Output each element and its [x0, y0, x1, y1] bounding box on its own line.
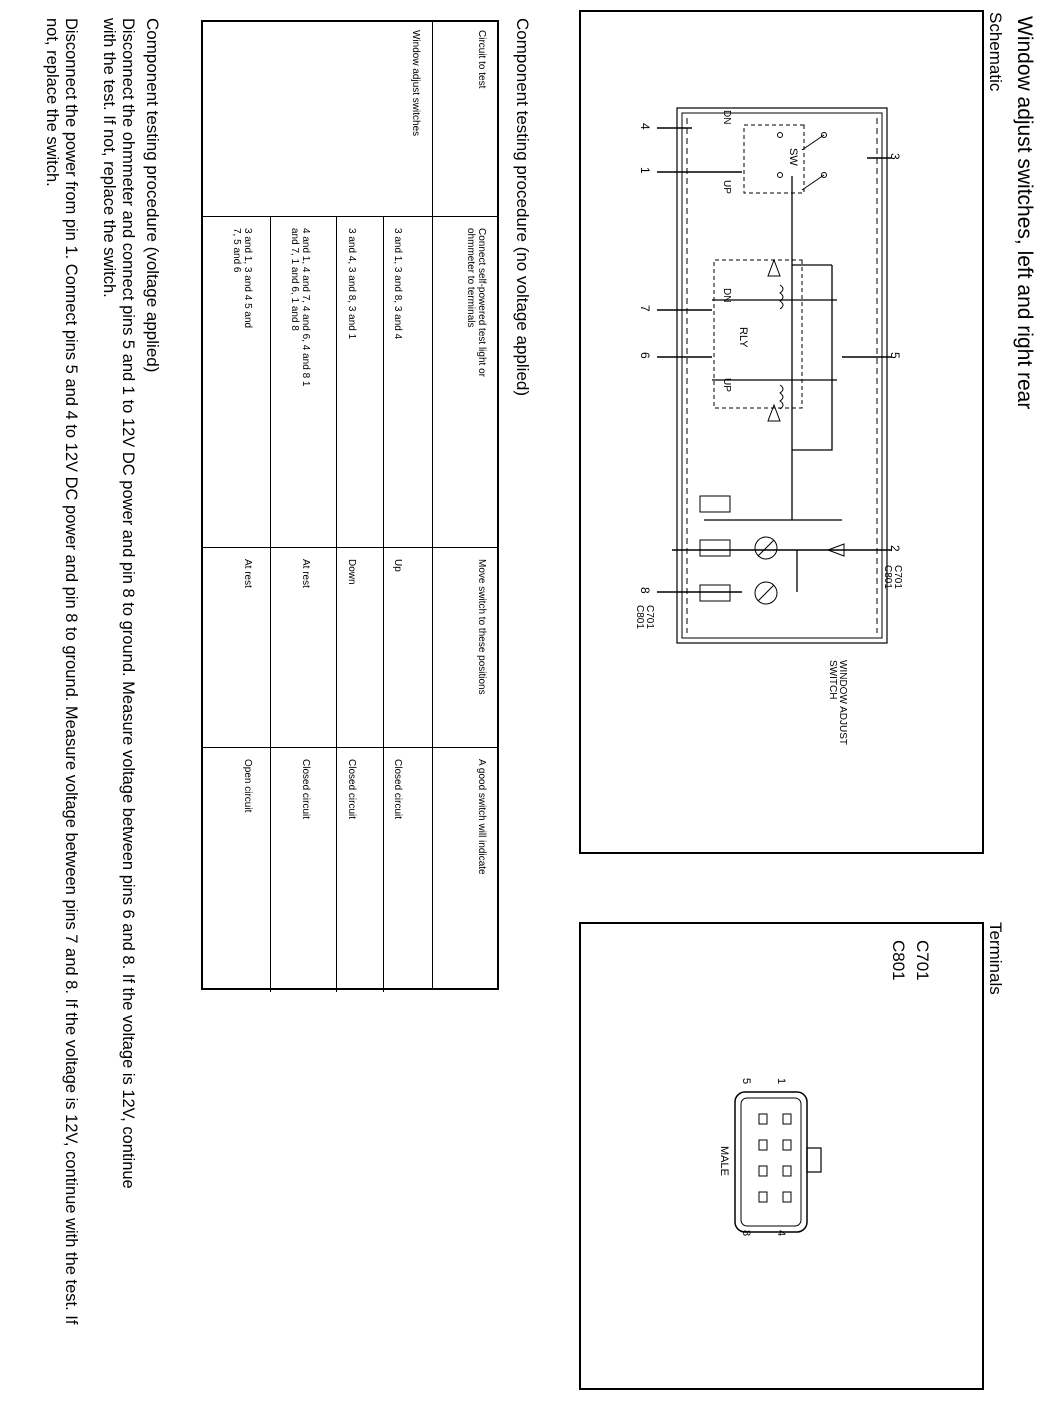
terminal-pin-4-label: 4	[775, 1230, 787, 1237]
row3-terminals: 4 and 1, 4 and 7, 4 and 6, 4 and 8 1 and 7, 1 and 6, 1 and 8	[289, 228, 311, 387]
cavity-4	[783, 1192, 791, 1202]
terminal-pin-1-label: 1	[775, 1078, 787, 1085]
pin-6-label: 6	[638, 352, 652, 359]
male-label: MALE	[718, 1146, 730, 1176]
terminal-pin-8-label: 8	[740, 1230, 752, 1237]
up-label-2: UP	[721, 378, 732, 392]
connector-top-label: C701 C801	[882, 565, 903, 589]
voltage-heading: Component testing procedure (voltage applied)	[143, 18, 162, 373]
dn-label-2: DN	[721, 288, 732, 303]
connector-c801-label: C801	[889, 940, 908, 981]
voltage-paragraph-2: Disconnect the power from pin 1. Connect pins 5 and 4 to 12V DC power and pin 8 to ground. Measure voltage between pins 7 and 8. If the voltage is 12V, continue with the test. If not, replace the switch.	[43, 18, 80, 1325]
row4-terminals: 3 and 1, 3 and 4 5 and 7, 5 and 6	[231, 228, 253, 329]
up-label-1: UP	[721, 180, 732, 194]
relay-coil-right-icon	[780, 385, 783, 409]
sw-blade-2	[802, 175, 824, 190]
diode-left-icon	[768, 260, 780, 276]
sw-label: SW	[787, 148, 799, 166]
header-positions: Move switch to these positions	[476, 559, 487, 695]
row1-terminals: 3 and 1, 3 and 8, 3 and 4	[392, 228, 403, 340]
sw-contact-4	[778, 173, 783, 178]
row-divider-2	[336, 216, 337, 992]
row4-position: At rest	[242, 559, 253, 588]
pin-1-label: 1	[638, 167, 652, 174]
connector-latch	[807, 1148, 821, 1172]
col-divider-2	[203, 547, 497, 548]
cavity-3	[783, 1166, 791, 1176]
switch-housing-outer	[677, 108, 887, 643]
row2-result: Closed circuit	[346, 759, 357, 820]
switch-housing-inner	[682, 113, 882, 638]
sw-contact-2	[778, 133, 783, 138]
terminals-heading: Terminals	[986, 922, 1005, 995]
rly-label: RLY	[737, 327, 749, 348]
voltage-paragraph-1: Disconnect the ohmmeter and connect pins 5 and 1 to 12V DC power and pin 8 to ground. Measure voltage between pins 6 and 8. If the voltage is 12V, continue with the test. If not, replace the switch.	[100, 18, 137, 1189]
connector-shell	[735, 1092, 807, 1232]
schematic-heading: Schematic	[986, 12, 1005, 92]
connector-bottom-label: C701 C801	[634, 605, 655, 629]
relay-coil-left-icon	[780, 285, 783, 309]
lamp-1-cross	[758, 540, 774, 556]
pin-2-label: 2	[888, 545, 902, 552]
cavity-1	[783, 1114, 791, 1124]
diode-right-icon	[768, 405, 780, 421]
table-heading: Component testing procedure (no voltage applied)	[513, 18, 532, 397]
page-title: Window adjust switches, left and right rear	[1013, 16, 1036, 410]
pin-7-label: 7	[638, 305, 652, 312]
lamp-2-cross	[758, 585, 774, 601]
cavity-2	[783, 1140, 791, 1150]
switch-caption: WINDOW ADJUST SWITCH	[827, 660, 848, 745]
row3-position: At rest	[300, 559, 311, 588]
circuit-cell: Window adjust switches	[410, 30, 421, 137]
rly-bus	[792, 265, 832, 450]
pin-3-label: 3	[888, 153, 902, 160]
row3-result: Closed circuit	[300, 759, 311, 820]
connector-c701-label: C701	[913, 940, 932, 981]
header-circuit: Circuit to test	[476, 30, 487, 89]
cavity-5	[759, 1114, 767, 1124]
connector-inner	[741, 1098, 801, 1226]
testing-table	[201, 20, 499, 990]
terminal-pin-5-label: 5	[740, 1078, 752, 1085]
dn-label-1: DN	[721, 110, 732, 125]
pin-5-label: 5	[888, 352, 902, 359]
row4-result: Open circuit	[242, 759, 253, 813]
connector-drawing	[717, 1080, 827, 1250]
cavity-8	[759, 1192, 767, 1202]
row1-result: Closed circuit	[392, 759, 403, 820]
row-divider-1	[383, 216, 384, 992]
sw-blade-1	[802, 135, 824, 150]
row-divider-3	[270, 216, 271, 992]
row2-position: Down	[346, 559, 357, 585]
pin-4-label: 4	[638, 123, 652, 130]
cavity-6	[759, 1140, 767, 1150]
row1-position: Up	[392, 559, 403, 572]
pin-8-label: 8	[638, 587, 652, 594]
header-terminals: Connect self-powered test light or ohmmeter to terminals	[465, 228, 487, 377]
resistor-1-icon	[700, 496, 730, 512]
row-divider-header	[432, 22, 433, 988]
resistor-2-icon	[700, 540, 730, 556]
col-divider-1	[203, 216, 497, 217]
resistor-3-icon	[700, 585, 730, 601]
row2-terminals: 3 and 4, 3 and 8, 3 and 1	[346, 228, 357, 340]
col-divider-3	[203, 747, 497, 748]
header-result: A good switch will indicate	[476, 759, 487, 875]
cavity-7	[759, 1166, 767, 1176]
